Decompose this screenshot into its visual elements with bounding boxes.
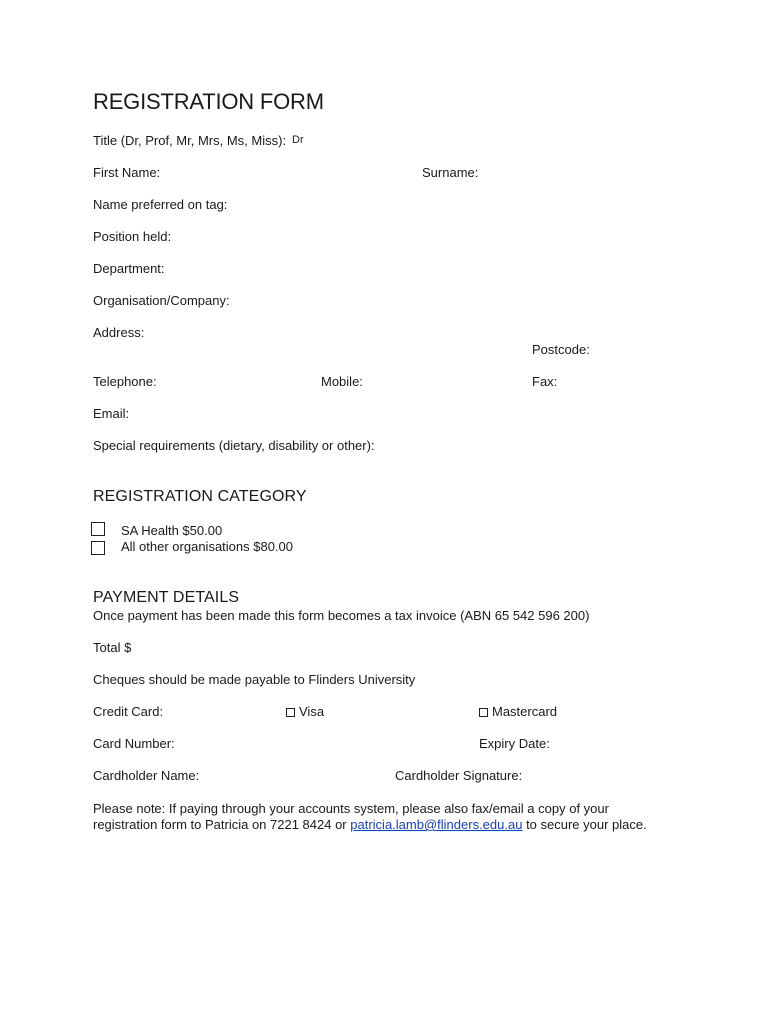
cardholder-signature-label: Cardholder Signature:: [395, 768, 523, 783]
fax-label: Fax:: [532, 374, 558, 389]
special-requirements-label: Special requirements (dietary, disability or other):: [93, 438, 375, 453]
visa-option[interactable]: [286, 704, 324, 720]
please-note-prefix: registration form to Patricia on 7221 8424 or: [93, 817, 351, 832]
position-held-label: Position held:: [93, 229, 172, 244]
mobile-label: Mobile:: [321, 374, 363, 389]
cheques-note: Cheques should be made payable to Flinders University: [93, 672, 416, 687]
payment-details-heading: PAYMENT DETAILS: [93, 589, 240, 606]
page-title: REGISTRATION FORM: [93, 89, 324, 114]
contact-email-link[interactable]: patricia.lamb@flinders.edu.au: [350, 817, 523, 832]
name-on-tag-label: Name preferred on tag:: [93, 197, 228, 212]
organisation-label: Organisation/Company:: [93, 293, 230, 308]
please-note-line2: [93, 817, 647, 833]
other-organisations-label: All other organisations $80.00: [121, 539, 294, 554]
surname-label: Surname:: [422, 165, 479, 180]
cardholder-name-label: Cardholder Name:: [93, 768, 200, 783]
total-label: Total $: [93, 640, 132, 655]
title-field[interactable]: Dr: [292, 134, 304, 146]
address-label: Address:: [93, 325, 145, 340]
title-label: Title (Dr, Prof, Mr, Mrs, Ms, Miss):: [93, 133, 287, 148]
please-note-line1: Please note: If paying through your accounts system, please also fax/email a copy of your: [93, 801, 609, 816]
credit-card-label: Credit Card:: [93, 704, 164, 719]
department-label: Department:: [93, 261, 165, 276]
sa-health-checkbox[interactable]: [91, 522, 105, 536]
mastercard-checkbox[interactable]: [479, 708, 488, 717]
registration-category-heading: REGISTRATION CATEGORY: [93, 488, 307, 505]
please-note-suffix: to secure your place.: [522, 817, 647, 832]
sa-health-label: SA Health $50.00: [121, 523, 223, 538]
visa-checkbox[interactable]: [286, 708, 295, 717]
expiry-date-label: Expiry Date:: [479, 736, 550, 751]
visa-label: Visa: [299, 704, 325, 719]
other-organisations-checkbox[interactable]: [91, 541, 105, 555]
telephone-label: Telephone:: [93, 374, 157, 389]
mastercard-label: Mastercard: [492, 704, 558, 719]
postcode-label: Postcode:: [532, 342, 590, 357]
first-name-label: First Name:: [93, 165, 161, 180]
mastercard-option[interactable]: [479, 704, 557, 720]
card-number-label: Card Number:: [93, 736, 175, 751]
email-label: Email:: [93, 406, 130, 421]
tax-invoice-note: Once payment has been made this form becomes a tax invoice (ABN 65 542 596 200): [93, 608, 590, 623]
